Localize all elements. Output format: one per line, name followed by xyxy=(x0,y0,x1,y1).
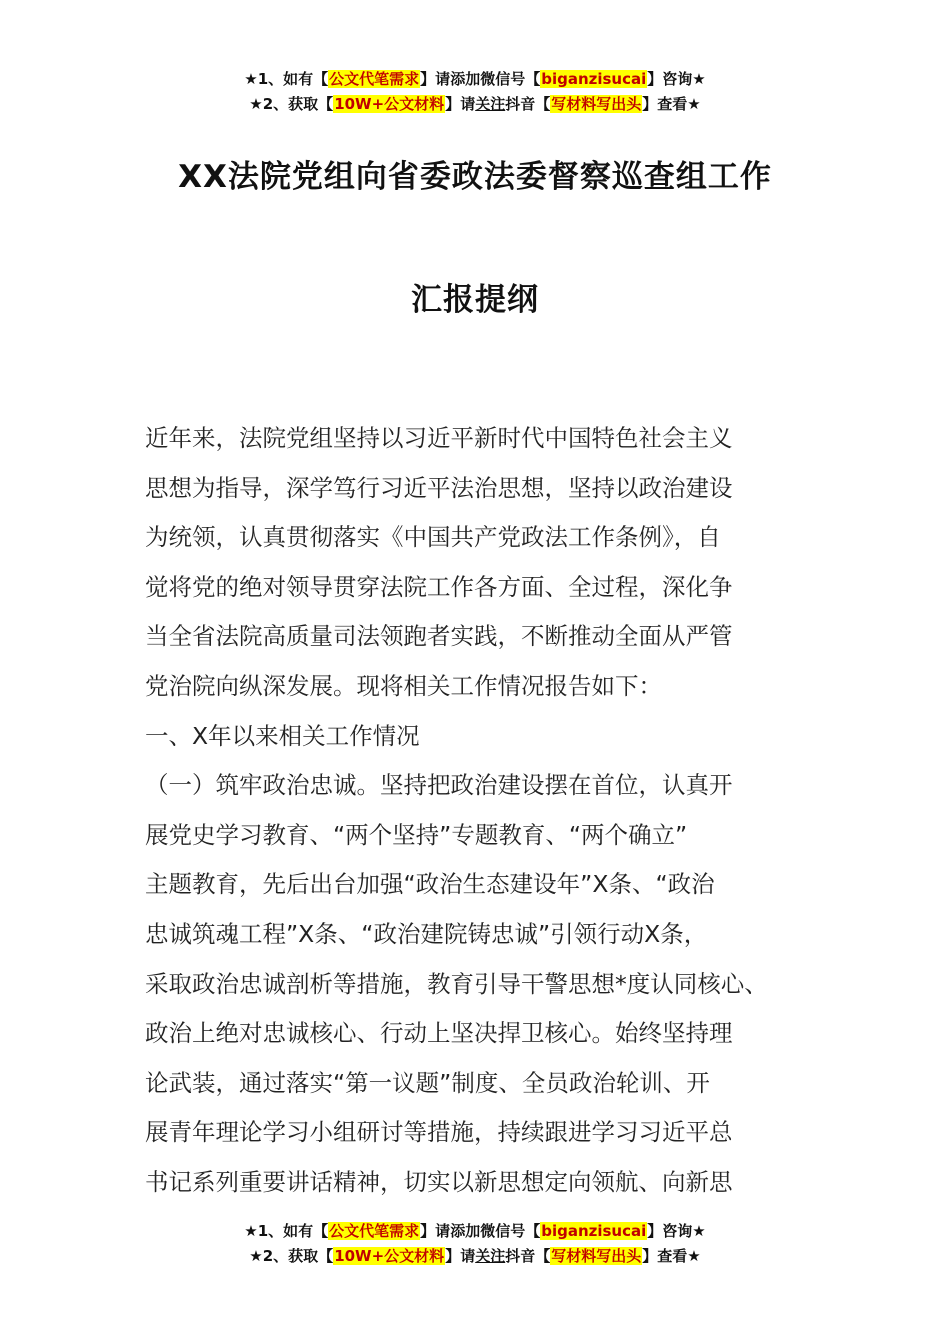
body-text-line: 政治上绝对忠诚核心、行动上坚决捍卫核心。始终坚持理 xyxy=(145,1019,733,1048)
body-text-line: 近年来，法院党组坚持以习近平新时代中国特色社会主义 xyxy=(145,424,733,452)
document-title-line-2: 汇报提纲 xyxy=(411,282,539,318)
body-text-line: 一、X年以来相关工作情况 xyxy=(145,721,420,750)
promo-line-2: ★2、获取【10W+公文材料】请关注抖音【写材料写出头】查看★ xyxy=(249,95,701,113)
promo-line-1: ★1、如有【公文代笔需求】请添加微信号【biganzisucai】咨询★ xyxy=(244,1222,706,1240)
body-text-line: 当全省法院高质量司法领跑者实践，不断推动全面从严管 xyxy=(145,622,733,651)
body-text-line: 采取政治忠诚剖析等措施，教育引导干警思想*度认同核心、 xyxy=(145,969,768,998)
body-text-line: 主题教育，先后出台加强“政治生态建设年”X条、“政治 xyxy=(145,870,715,899)
promo-highlight: 写材料写出头 xyxy=(551,95,642,113)
promo-highlight: biganzisucai xyxy=(541,70,647,88)
promo-line-2: ★2、获取【10W+公文材料】请关注抖音【写材料写出头】查看★ xyxy=(249,1247,701,1265)
promo-highlight: 10W+公文材料 xyxy=(334,95,445,113)
body-text-line: 觉将党的绝对领导贯穿法院工作各方面、全过程，深化争 xyxy=(145,572,733,601)
document-title-line-1: XX法院党组向省委政法委督察巡查组工作 xyxy=(178,159,772,195)
promo-line-1: ★1、如有【公文代笔需求】请添加微信号【biganzisucai】咨询★ xyxy=(244,70,706,88)
body-text-line: （一）筑牢政治忠诚。坚持把政治建设摆在首位，认真开 xyxy=(145,771,733,800)
body-text-line: 党治院向纵深发展。现将相关工作情况报告如下： xyxy=(145,671,662,700)
body-text-line: 为统领，认真贯彻落实《中国共产党政法工作条例》，自 xyxy=(145,523,721,552)
document-body xyxy=(145,414,825,1208)
promo-highlight: 写材料写出头 xyxy=(551,1247,642,1265)
body-text-line: 展青年理论学习小组研讨等措施，持续跟进学习习近平总 xyxy=(145,1118,733,1147)
footer-promo-banner xyxy=(0,1219,950,1269)
body-text-line: 书记系列重要讲话精神，切实以新思想定向领航、向新思 xyxy=(145,1167,733,1196)
promo-highlight: 公文代笔需求 xyxy=(329,1222,420,1240)
promo-highlight: 10W+公文材料 xyxy=(334,1247,445,1265)
body-text-line: 忠诚筑魂工程”X条、“政治建院铸忠诚”引领行动X条， xyxy=(145,919,708,948)
body-text-line: 展党史学习教育、“两个坚持”专题教育、“两个确立” xyxy=(145,820,688,849)
header-promo-banner xyxy=(0,67,950,117)
body-text-line: 思想为指导，深学笃行习近平法治思想，坚持以政治建设 xyxy=(145,473,733,502)
promo-highlight: biganzisucai xyxy=(541,1222,647,1240)
promo-highlight: 公文代笔需求 xyxy=(329,70,420,88)
body-text-line: 论武装，通过落实“第一议题”制度、全员政治轮训、开 xyxy=(145,1068,710,1097)
